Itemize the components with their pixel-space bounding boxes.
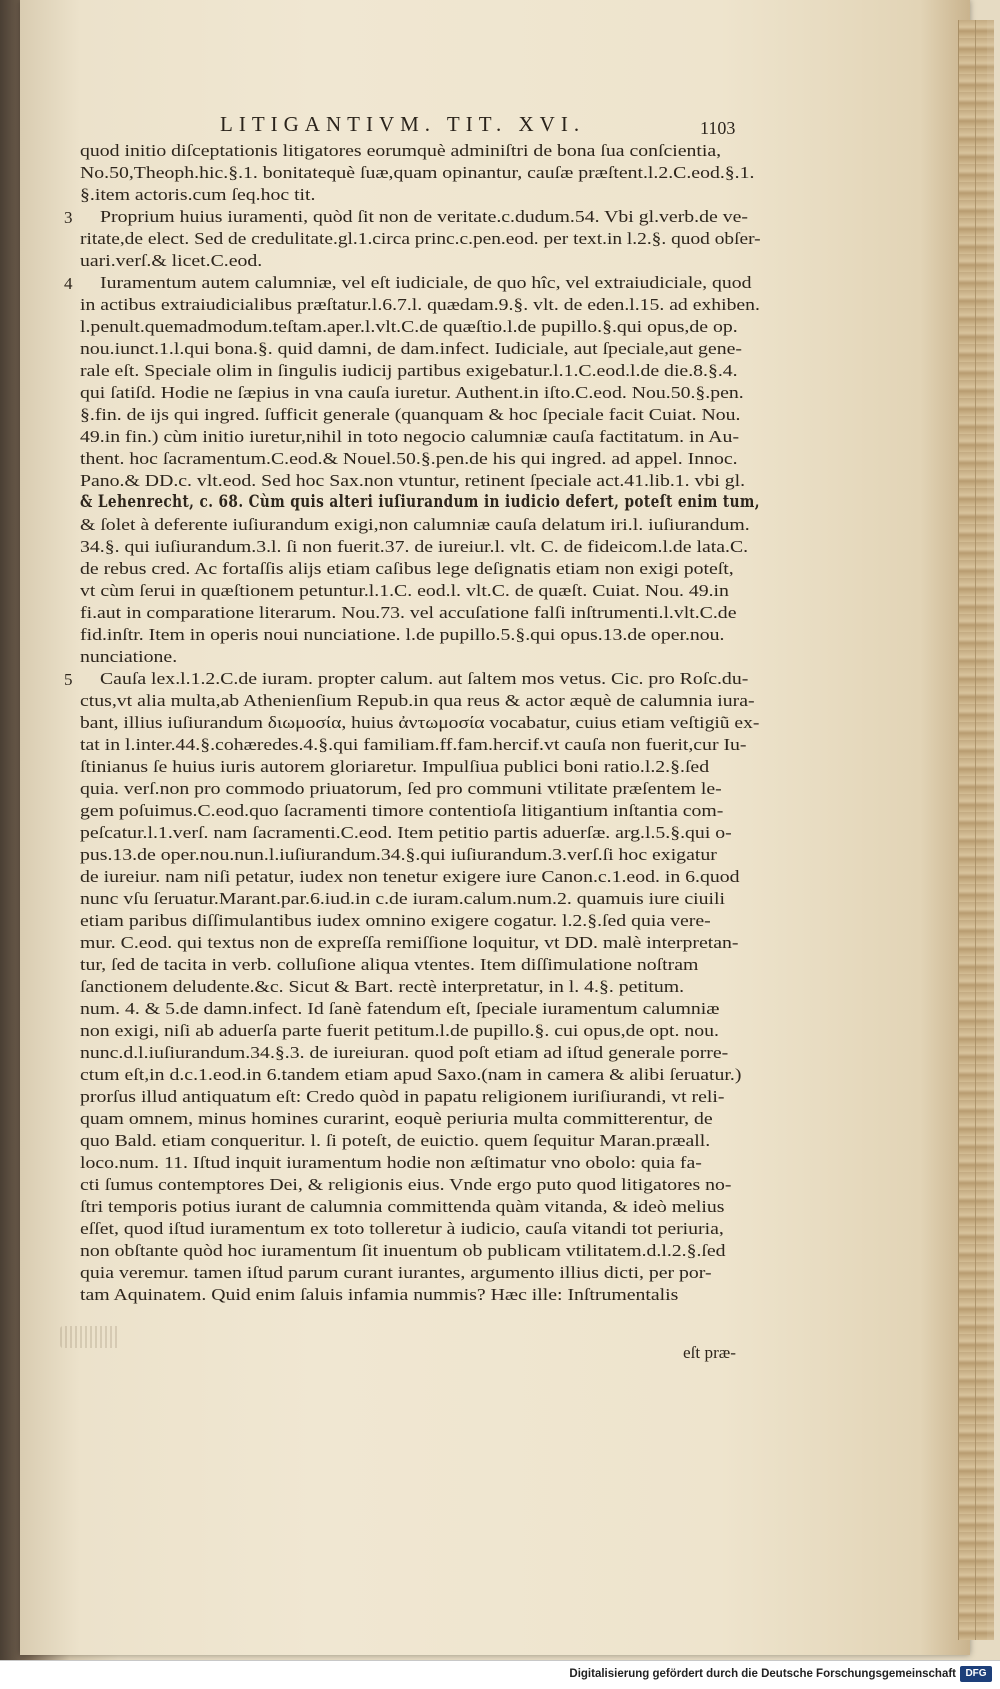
text-line: in actibus extraiudicialibus præſtatur.l.6.7.l. quædam.9.§. vlt. de eden.l.15. ad exhiben. [80,295,760,314]
text-line: bant, illius iuſiurandum διωμοσία, huius ἀντωμοσία vocabatur, cuius etiam veſtigiũ ex- [80,713,760,732]
text-line: eſſet, quod iſtud iuramentum ex toto tolleretur à iudicio, cauſa vitandi tot periuria, [80,1219,724,1238]
section-number: 5 [64,670,73,689]
text-line: ſtinianus ſe huius iuris autorem gloriaretur. Impulſiua publici boni ratio.l.2.§.ſed [80,757,710,776]
text-line: Cauſa lex.l.1.2.C.de iuram. propter calum. aut ſaltem mos vetus. Cic. pro Roſc.du- [100,669,749,688]
dfg-logo: DFG [960,1666,992,1682]
section-number: 3 [64,208,73,227]
text-line: ſanctionem deludente.&c. Sicut & Bart. rectè interpretatur, in l. 4.§. petitum. [80,977,685,996]
text-line: mur. C.eod. qui textus non de expreſſa remiſſione loquitur, vt DD. malè interpretan- [80,933,739,952]
text-line: thent. hoc ſacramentum.C.eod.& Nouel.50.§.pen.de his qui ingred. ad appel. Innoc. [80,449,738,468]
text-line: ritate,de elect. Sed de credulitate.gl.1.circa princ.c.pen.eod. per text.in l.2.§. quod obſer- [80,229,761,248]
text-line: quia. verſ.non pro commodo priuatorum, ſed pro communi vtilitate præſentem le- [80,779,722,798]
page-number: 1103 [700,118,736,138]
text-line: nunciatione. [80,647,178,666]
section-number: 4 [64,274,73,293]
text-line: peſcatur.l.1.verſ. nam ſacramenti.C.eod. Item petitio partis aduerſæ. arg.l.5.§.qui o- [80,823,732,842]
text-line: §.fin. de ijs qui ingred. ſufficit generale (quanquam & hoc ſpeciale facit Cuiat. Nou. [80,405,741,424]
text-line: quo Bald. etiam conqueritur. l. ſi poteſt, de euictio. quem ſequitur Maran.præall. [80,1131,711,1150]
text-line: ctus,vt alia multa,ab Athenienſium Repub.in qua reus & actor æquè de calumnia iura- [80,691,755,710]
page-edge [975,20,994,1640]
text-line: 34.§. qui iuſiurandum.3.l. ſi non fuerit.37. de iureiur.l. vlt. C. de fideicom.l.de lata.C. [80,537,749,556]
text-line: fi.aut in comparatione literarum. Nou.73. vel accuſatione falſi inſtrumenti.l.vlt.C.de [80,603,737,622]
text-line: quam omnem, minus homines curarint, eoquè periuria multa committerentur, de [80,1109,713,1128]
text-line: nunc.d.l.iuſiurandum.34.§.3. de iureiuran. quod poſt etiam ad iſtud generale porre- [80,1043,729,1062]
footer-bar [0,1660,1000,1689]
text-line: Pano.& DD.c. vlt.eod. Sed hoc Sax.non vtuntur, retinent ſpeciale act.41.lib.1. vbi gl. [80,471,746,490]
text-line: uari.verſ.& licet.C.eod. [80,251,263,270]
text-line: de rebus cred. Ac fortaſſis alijs etiam caſibus lege deſignatis etiam non exigi poteſt, [80,559,734,578]
text-line: fid.inſtr. Item in operis noui nunciatione. l.de pupillo.5.§.qui opus.13.de oper.nou. [80,625,725,644]
text-line: vt cùm ſerui in quæſtionem petuntur.l.1.C. eod.l. vlt.C. de quæſt. Cuiat. Nou. 49.in [80,581,729,600]
text-line: loco.num. 11. Iſtud inquit iuramentum hodie non æſtimatur vno obolo: quia fa- [80,1153,702,1172]
text-line: qui ſatiſd. Hodie ne ſæpius in vna cauſa iuretur. Authent.in iſto.C.eod. Nou.50.§.pen. [80,383,744,402]
text-line: de iureiur. nam niſi petatur, iudex non tenetur exigere iure Canon.c.1.eod. in 6.quod [80,867,740,886]
text-line: nou.iunct.1.l.qui bona.§. quid damni, de dam.infect. Iudiciale, aut ſpeciale,aut gene- [80,339,742,358]
text-line: tur, ſed de tacita in verb. colluſione aliqua vtentes. Item diſſimulatione noſtram [80,955,699,974]
text-line: quia veremur. tamen iſtud parum curant iurantes, argumento illius dicti, per por- [80,1263,712,1282]
text-line: pus.13.de oper.nou.nun.l.iuſiurandum.34.§.qui iuſiurandum.3.verſ.ſi hoc exigatur [80,845,717,864]
text-line: & ſolet à deferente iuſiurandum exigi,non calumniæ cauſa delatum iri.l. iuſiurandum. [80,515,750,534]
text-line: cti ſumus contemptores Dei, & religionis eius. Vnde ergo puto quod litigatores no- [80,1175,732,1194]
text-line: l.penult.quemadmodum.teſtam.aper.l.vlt.C.de quæſtio.l.de pupillo.§.qui opus,de op. [80,317,738,336]
text-line: No.50,Theoph.hic.§.1. bonitatequè ſuæ,quam opinantur, cauſæ præſtent.l.2.C.eod.§.1. [80,163,755,182]
text-line: prorſus illud antiquatum eſt: Credo quòd in papatu religionem iuriſiurandi, vt reli- [80,1087,725,1106]
text-line: etiam paribus diſſimulantibus iudex omnino exigere cogatur. l.2.§.ſed quia vere- [80,911,711,930]
library-stamp-trace [60,1326,120,1348]
text-line: 49.in fin.) cùm initio iuretur,nihil in toto negocio calumniæ cauſa factitatum. in Au- [80,427,740,446]
text-line: tat in l.inter.44.§.cohæredes.4.§.qui familiam.ff.fam.hercif.vt cauſa non fuerit,cur Iu- [80,735,747,754]
text-line: & Lehenrecht, c. 68. Cùm quis alteri iuſiurandum in iudicio defert, poteſt enim tum, [80,492,760,512]
text-line: quod initio diſceptationis litigatores eorumquè adminiſtri de bona ſua conſcientia, [80,141,722,160]
text-line: non exigi, niſi ab aduerſa parte fuerit petitum.l.de pupillo.§. cui opus,de opt. nou. [80,1021,719,1040]
text-line: gem poſuimus.C.eod.quo ſacramenti timore contentioſa litigantium inſtantia com- [80,801,724,820]
text-line: ctum eſt,in d.c.1.eod.in 6.tandem etiam apud Saxo.(nam in camera & alibi ſeruatur.) [80,1065,742,1084]
text-line: tam Aquinatem. Quid enim ſaluis infamia nummis? Hæc ille: Inſtrumentalis [80,1285,679,1304]
text-line: non obſtante quòd hoc iuramentum ſit inuentum ob publicam vtilitatem.d.l.2.§.ſed [80,1241,726,1260]
text-line: Iuramentum autem calumniæ, vel eſt iudiciale, de quo hîc, vel extraiudiciale, quod [100,273,752,292]
text-line: ſtri temporis potius iurant de calumnia committenda quàm vitanda, & ideò melius [80,1197,725,1216]
text-line: §.item actoris.cum ſeq.hoc tit. [80,185,316,204]
funding-credit: Digitalisierung gefördert durch die Deutsche Forschungsgemeinschaft [569,1668,956,1680]
catchword: eſt præ- [683,1343,736,1362]
text-line: rale eſt. Speciale olim in ſingulis iudicij partibus exigebatur.l.1.C.eod.l.de die.8.§.4. [80,361,738,380]
running-title: LITIGANTIVM. TIT. XVI. [220,112,586,136]
text-line: Proprium huius iuramenti, quòd ſit non de veritate.c.dudum.54. Vbi gl.verb.de ve- [100,207,748,226]
text-line: num. 4. & 5.de damn.infect. Id ſanè fatendum eſt, ſpeciale iuramentum calumniæ [80,999,720,1018]
text-line: nunc vſu ſeruatur.Marant.par.6.iud.in c.de iuram.calum.num.2. quamuis iure ciuili [80,889,725,908]
